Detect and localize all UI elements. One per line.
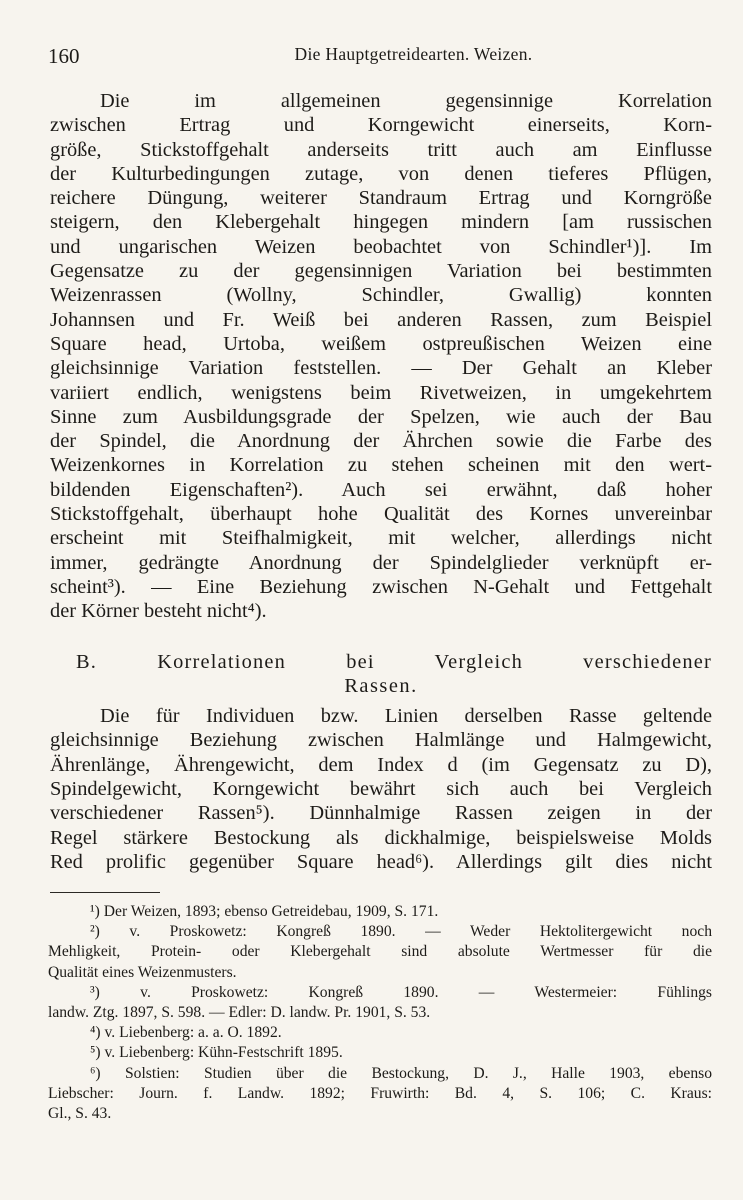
text-line: Square head, Urtoba, weißem ostpreußischen Weizen eine (50, 332, 712, 355)
text-line: der Spindel, die Anordnung der Ährchen sowie die Farbe des (50, 430, 712, 453)
running-header (48, 44, 709, 72)
footnote-3-continued: landw. Ztg. 1897, S. 598. — Edler: D. landw. Pr. 1901, S. 53. (48, 1003, 431, 1021)
text-line: Spindelgewicht, Korngewicht bewährt sich auch bei Vergleich (50, 778, 712, 801)
text-line: erscheint mit Steifhalmigkeit, mit welcher, allerdings nicht (50, 527, 712, 550)
footnote-2-continued: Qualität eines Weizenmusters. (48, 963, 237, 981)
section-heading-line-2: Rassen. (344, 674, 418, 697)
text-line: bildenden Eigenschaften²). Auch sei erwähnt, daß hoher (50, 478, 712, 501)
footnote-3: ³) v. Proskowetz: Kongreß 1890. — Westermeier: Fühlings (90, 983, 712, 1001)
footnote-2-continued: Mehligkeit, Protein- oder Klebergehalt sind absolute Wertmesser für die (48, 943, 712, 961)
text-line: gleichsinnige Variation feststellen. — Der Gehalt an Kleber (50, 357, 712, 380)
footnotes (48, 902, 712, 1124)
page-number: 160 (48, 44, 80, 68)
text-line: Sinne zum Ausbildungsgrade der Spelzen, wie auch der Bau (50, 405, 712, 428)
spacer (50, 624, 712, 650)
text-line: Weizenrassen (Wollny, Schindler, Gwallig) konnten (50, 284, 712, 307)
text-line: Die im allgemeinen gegensinnige Korrelation (100, 90, 712, 112)
footnote-6: ⁶) Solstien: Studien über die Bestockung, D. J., Halle 1903, ebenso (90, 1064, 712, 1082)
text-line: zwischen Ertrag und Korngewicht einerseits, Korn- (50, 114, 712, 137)
text-line: Stickstoffgehalt, überhaupt hohe Qualität des Kornes unvereinbar (50, 503, 712, 526)
main-text (50, 89, 712, 874)
text-line: Gegensatze zu der gegensinnigen Variation bei bestimmten (50, 260, 712, 283)
text-line: Regel stärkere Bestockung als dickhalmige, beispielsweise Molds (50, 826, 712, 849)
text-line: verschiedener Rassen⁵). Dünnhalmige Rassen zeigen in der (50, 802, 712, 825)
text-line: und ungarischen Weizen beobachtet von Schindler¹)]. Im (50, 235, 712, 258)
text-line: der Körner besteht nicht⁴). (50, 600, 267, 623)
footnote-4: ⁴) v. Liebenberg: a. a. O. 1892. (90, 1024, 282, 1042)
footnote-separator (50, 892, 160, 893)
section-heading-line-1: B. Korrelationen bei Vergleich verschiedener (76, 650, 712, 673)
text-line: steigern, den Klebergehalt hingegen mindern [am russischen (50, 211, 712, 234)
footnote-6-continued: Liebscher: Journ. f. Landw. 1892; Fruwirth: Bd. 4, S. 106; C. Kraus: (48, 1084, 712, 1102)
text-line: scheint³). — Eine Beziehung zwischen N-Gehalt und Fettgehalt (50, 575, 712, 598)
running-title: Die Hauptgetreidearten. Weizen. (294, 44, 533, 64)
text-line: der Kulturbedingungen zutage, von denen tieferes Pflügen, (50, 162, 712, 185)
footnote-5: ⁵) v. Liebenberg: Kühn-Festschrift 1895. (90, 1044, 343, 1062)
text-line: Die für Individuen bzw. Linien derselben Rasse geltende (100, 705, 712, 728)
text-line: Red prolific gegenüber Square head⁶). Allerdings gilt dies nicht (50, 850, 712, 873)
paragraph-correlation-intro (50, 89, 712, 624)
text-line: reichere Düngung, weiterer Standraum Ertrag und Korngröße (50, 187, 712, 210)
text-line: gleichsinnige Beziehung zwischen Halmlänge und Halmgewicht, (50, 729, 712, 752)
section-heading (50, 650, 712, 699)
footnote-1: ¹) Der Weizen, 1893; ebenso Getreidebau, 1909, S. 171. (90, 903, 439, 920)
text-line: immer, gedrängte Anordnung der Spindelglieder verknüpft er- (50, 551, 712, 574)
text-line: variiert endlich, wenigstens beim Rivetweizen, in umgekehrtem (50, 381, 712, 404)
text-line: Ährenlänge, Ährengewicht, dem Index d (im Gegensatz zu D), (50, 753, 712, 776)
footnote-2: ²) v. Proskowetz: Kongreß 1890. — Weder Hektolitergewicht noch (90, 923, 712, 941)
text-line: größe, Stickstoffgehalt anderseits tritt auch am Einflusse (50, 138, 712, 161)
footnote-6-continued: Gl., S. 43. (48, 1104, 112, 1122)
paragraph-race-comparison (50, 704, 712, 874)
text-line: Johannsen und Fr. Weiß bei anderen Rassen, zum Beispiel (50, 308, 712, 331)
text-line: Weizenkornes in Korrelation zu stehen scheinen mit den wert- (50, 454, 712, 477)
